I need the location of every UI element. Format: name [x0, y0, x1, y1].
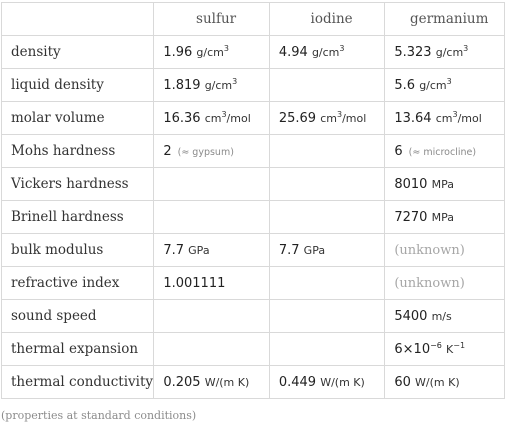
table-row [2, 234, 505, 267]
unit-base: cm [435, 112, 453, 125]
mantissa: 6 [394, 342, 403, 357]
liquid-density-germanium [385, 69, 505, 102]
table-row [2, 102, 505, 135]
unit-exponent: 3 [232, 77, 238, 86]
footnote: (properties at standard conditions) [1, 409, 197, 422]
bulk-modulus-germanium [385, 234, 505, 267]
row-label-molar-volume: molar volume [2, 102, 154, 135]
unit [320, 112, 366, 125]
refractive-index-sulfur: 1.001111 [154, 267, 270, 300]
value: 2 [163, 143, 172, 159]
corner-cell [2, 3, 154, 36]
properties-table [1, 2, 505, 399]
vickers-hardness-germanium [385, 168, 505, 201]
thermal-conductivity-iodine [269, 366, 385, 399]
column-header-iodine: iodine [269, 3, 385, 36]
unit-exponent: 3 [452, 110, 458, 119]
value: 1.96 [163, 45, 193, 60]
unit-exponent: 3 [336, 110, 343, 119]
unit: GPa [303, 243, 326, 257]
unit-exponent: 3 [446, 77, 452, 86]
brinell-hardness-sulfur [154, 201, 270, 234]
unit [196, 46, 229, 59]
mohs-hardness-iodine [269, 135, 385, 168]
unit [436, 46, 469, 59]
thermal-conductivity-sulfur [154, 366, 270, 399]
unit [436, 112, 482, 125]
unit-tail: /mol [226, 112, 251, 125]
value: 0.449 [278, 374, 317, 390]
brinell-hardness-germanium [385, 201, 505, 234]
power-base: 10 [413, 342, 431, 357]
thermal-expansion-iodine [269, 333, 385, 366]
liquid-density-iodine [269, 69, 385, 102]
header-row [2, 3, 505, 36]
unit: MPa [431, 210, 454, 224]
table-row [2, 168, 505, 201]
table-row [2, 36, 505, 69]
table-row [2, 333, 505, 366]
molar-volume-iodine [269, 102, 385, 135]
unit: W/(m K) [320, 375, 365, 389]
power-exponent: −6 [430, 341, 442, 350]
comparison-note: (≈ gypsum) [177, 146, 234, 158]
thermal-conductivity-germanium [385, 366, 505, 399]
unit-exponent: 3 [339, 44, 345, 53]
density-sulfur [154, 36, 270, 69]
row-label-thermal-expansion: thermal expansion [2, 333, 154, 366]
row-label-brinell-hardness: Brinell hardness [2, 201, 154, 234]
column-header-sulfur: sulfur [154, 3, 270, 36]
times-sign: × [402, 342, 414, 357]
unit: W/(m K) [415, 375, 460, 389]
unit: W/(m K) [204, 375, 250, 389]
sound-speed-iodine [269, 300, 385, 333]
mohs-hardness-germanium [385, 135, 505, 168]
value: 6 [394, 143, 403, 159]
value: 7.7 [163, 242, 185, 258]
unknown-value: (unknown) [394, 275, 465, 291]
row-label-bulk-modulus: bulk modulus [2, 234, 154, 267]
row-label-sound-speed: sound speed [2, 300, 154, 333]
unit: GPa [188, 243, 210, 257]
bulk-modulus-iodine [269, 234, 385, 267]
value: 5.6 [394, 78, 416, 93]
unit-exponent: 3 [223, 44, 229, 53]
bulk-modulus-sulfur [154, 234, 270, 267]
value: 13.64 [394, 111, 432, 126]
unit-base: cm [320, 112, 337, 125]
vickers-hardness-iodine [269, 168, 385, 201]
column-header-germanium: germanium [385, 3, 505, 36]
value: 5.323 [394, 45, 432, 60]
thermal-expansion-sulfur [154, 333, 270, 366]
row-label-liquid-density: liquid density [2, 69, 154, 102]
row-label-thermal-conductivity: thermal conductivity [2, 366, 154, 399]
value: 5400 [394, 308, 428, 324]
row-label-vickers-hardness: Vickers hardness [2, 168, 154, 201]
unit [312, 46, 345, 59]
brinell-hardness-iodine [269, 201, 385, 234]
value: 7270 [394, 209, 428, 225]
unit-base: cm [204, 112, 222, 125]
unit-base: g/cm [435, 46, 464, 59]
value: 16.36 [163, 111, 201, 126]
value: 25.69 [278, 111, 317, 126]
unit: m/s [431, 309, 452, 323]
thermal-expansion-germanium [385, 333, 505, 366]
value: 4.94 [278, 45, 308, 60]
molar-volume-sulfur [154, 102, 270, 135]
unit [446, 343, 465, 356]
unit-exponent: 3 [221, 110, 227, 119]
comparison-note: (≈ microcline) [408, 146, 477, 158]
sound-speed-sulfur [154, 300, 270, 333]
liquid-density-sulfur [154, 69, 270, 102]
table-row [2, 69, 505, 102]
value: 1.819 [163, 78, 201, 93]
value: 0.205 [163, 374, 201, 390]
unit-exponent: 3 [463, 44, 469, 53]
unit-base: g/cm [204, 79, 233, 92]
row-label-refractive-index: refractive index [2, 267, 154, 300]
molar-volume-germanium [385, 102, 505, 135]
unknown-value: (unknown) [394, 242, 465, 258]
refractive-index-iodine [269, 267, 385, 300]
table-row [2, 135, 505, 168]
refractive-index-germanium [385, 267, 505, 300]
density-iodine [269, 36, 385, 69]
row-label-density: density [2, 36, 154, 69]
unit-base: g/cm [196, 46, 224, 59]
table-row [2, 201, 505, 234]
table-row [2, 366, 505, 399]
unit-tail: /mol [457, 112, 482, 125]
table-row [2, 300, 505, 333]
unit [419, 79, 452, 92]
unit-base: K [446, 343, 454, 356]
mohs-hardness-sulfur [154, 135, 270, 168]
unit-base: g/cm [419, 79, 447, 92]
value: 8010 [394, 176, 428, 192]
unit [205, 79, 238, 92]
row-label-mohs-hardness: Mohs hardness [2, 135, 154, 168]
sound-speed-germanium [385, 300, 505, 333]
vickers-hardness-sulfur [154, 168, 270, 201]
table-row [2, 267, 505, 300]
value: 7.7 [278, 242, 300, 258]
value: 60 [394, 374, 411, 390]
density-germanium [385, 36, 505, 69]
unit-tail: /mol [342, 112, 367, 125]
unit [205, 112, 251, 125]
unit-exponent: −1 [453, 341, 466, 350]
unit: MPa [431, 177, 454, 191]
unit-base: g/cm [311, 46, 340, 59]
